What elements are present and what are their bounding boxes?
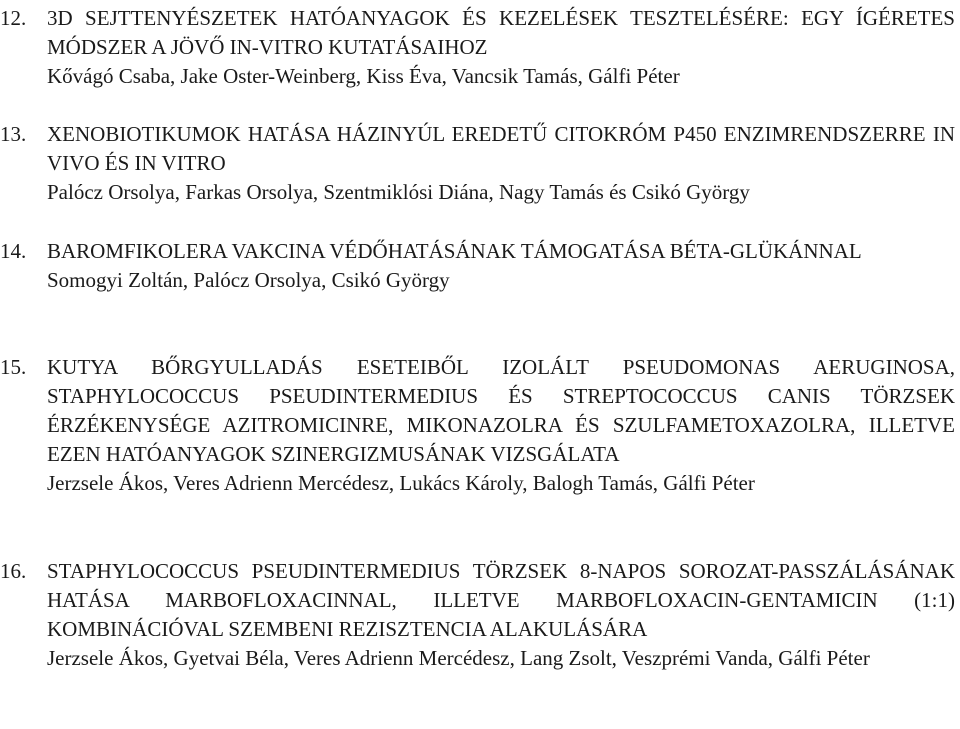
entry-title: 3D SEJTTENYÉSZETEK HATÓANYAGOK ÉS KEZELÉSEK TESZTELÉSÉRE: EGY ÍGÉRETES MÓDSZER A JÖVŐ IN-VITRO KUTATÁSAIHOZ (47, 6, 955, 59)
entry-title: XENOBIOTIKUMOK HATÁSA HÁZINYÚL EREDETŰ CITOKRÓM P450 ENZIMRENDSZERRE IN VIVO ÉS IN VITRO (47, 122, 955, 175)
entry-title: KUTYA BŐRGYULLADÁS ESETEIBŐL IZOLÁLT PSEUDOMONAS AERUGINOSA, STAPHYLOCOCCUS PSEUDINTERMEDIUS ÉS STREPTOCOCCUS CANIS TÖRZSEK ÉRZÉKENYSÉGE AZITROMICINRE, MIKONAZOLRA ÉS SZULFAMETOXAZOLRA, ILLETVE EZEN HATÓANYAGOK SZINERGIZMUSÁNAK VIZSGÁLATA (47, 355, 955, 466)
entry-title: BAROMFIKOLERA VAKCINA VÉDŐHATÁSÁNAK TÁMOGATÁSA BÉTA-GLÜKÁNNAL (47, 239, 862, 263)
entry-authors: Somogyi Zoltán, Palócz Orsolya, Csikó György (47, 268, 450, 292)
entry-number: 14. (0, 239, 27, 263)
abstract-entry-14 (0, 237, 955, 295)
entry-number: 13. (0, 122, 27, 146)
entry-number: 16. (0, 559, 27, 583)
entry-authors: Palócz Orsolya, Farkas Orsolya, Szentmiklósi Diána, Nagy Tamás és Csikó György (47, 180, 750, 204)
entry-number: 15. (0, 355, 27, 379)
entry-number: 12. (0, 6, 27, 30)
abstract-entry-15 (0, 353, 955, 498)
abstract-entry-16 (0, 557, 955, 673)
entry-authors: Jerzsele Ákos, Gyetvai Béla, Veres Adrienn Mercédesz, Lang Zsolt, Veszprémi Vanda, Gálfi Péter (47, 646, 870, 670)
entry-title: STAPHYLOCOCCUS PSEUDINTERMEDIUS TÖRZSEK 8-NAPOS SOROZAT-PASSZÁLÁSÁNAK HATÁSA MARBOFLOXACINNAL, ILLETVE MARBOFLOXACIN-GENTAMICIN (1:1) KOMBINÁCIÓVAL SZEMBENI REZISZTENCIA ALAKULÁSÁRA (47, 559, 955, 641)
entry-authors: Kővágó Csaba, Jake Oster-Weinberg, Kiss Éva, Vancsik Tamás, Gálfi Péter (47, 64, 680, 88)
abstract-entry-12 (0, 4, 955, 91)
abstract-entry-13 (0, 120, 955, 207)
entry-authors: Jerzsele Ákos, Veres Adrienn Mercédesz, Lukács Károly, Balogh Tamás, Gálfi Péter (47, 471, 755, 495)
